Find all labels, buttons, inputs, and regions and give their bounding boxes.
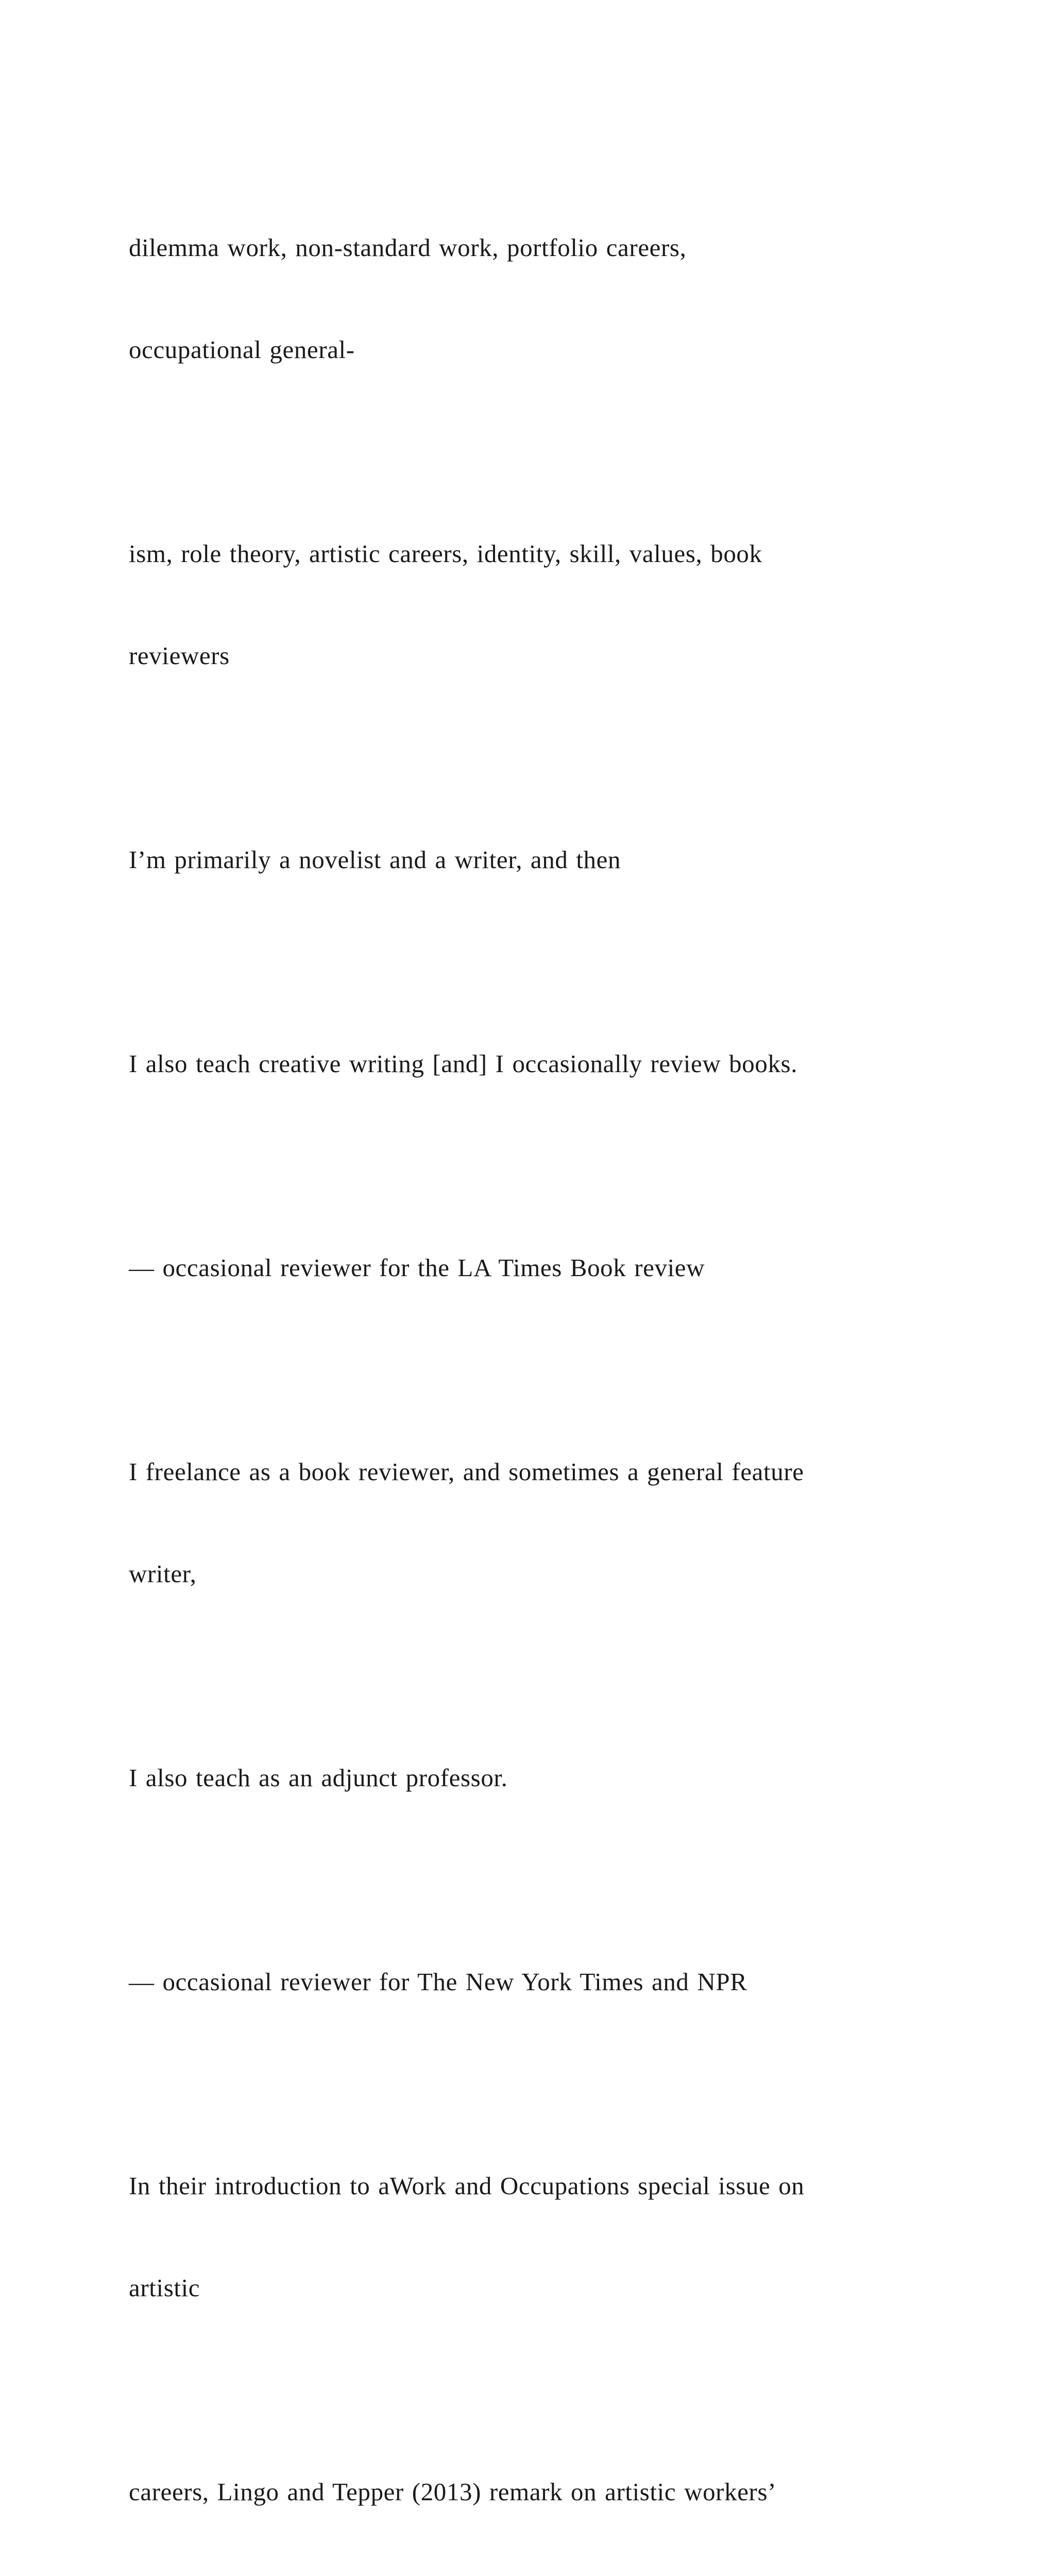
paragraph-quote-1-attribution [129, 1183, 932, 1353]
paragraph-body-1 [129, 2101, 932, 2373]
paragraph-keywords-1 [129, 163, 932, 435]
paragraph-quote-1-line-2 [129, 979, 932, 1149]
text-line: artistic [129, 2274, 200, 2302]
paragraph-body-2 [129, 2407, 932, 2576]
text-line: I freelance as a book reviewer, and sometimes a general feature [129, 1458, 804, 1486]
text-line: I also teach as an adjunct professor. [129, 1764, 508, 1792]
paragraph-quote-2-line-2 [129, 1693, 932, 1863]
text-line: — occasional reviewer for the LA Times Book review [129, 1253, 705, 1282]
text-line: ism, role theory, artistic careers, identity, skill, values, book [129, 539, 762, 568]
text-line: I also teach creative writing [and] I occasionally review books. [129, 1049, 798, 1078]
text-line: careers, Lingo and Tepper (2013) remark on artistic workers’ [129, 2478, 777, 2506]
text-line: writer, [129, 1560, 197, 1588]
text-line: In their introduction to aWork and Occupations special issue on [129, 2172, 805, 2200]
paragraph-quote-2-line-1 [129, 1387, 932, 1659]
text-line: reviewers [129, 641, 230, 670]
paragraph-quote-2-attribution [129, 1897, 932, 2067]
paragraph-keywords-2 [129, 469, 932, 741]
document-page [129, 163, 932, 2576]
text-line: I’m primarily a novelist and a writer, and then [129, 845, 621, 874]
text-line: dilemma work, non-standard work, portfolio careers, [129, 233, 687, 262]
paragraph-quote-1-line-1 [129, 775, 932, 945]
text-line: — occasional reviewer for The New York Times and NPR [129, 1968, 747, 1996]
text-line: occupational general- [129, 335, 355, 364]
